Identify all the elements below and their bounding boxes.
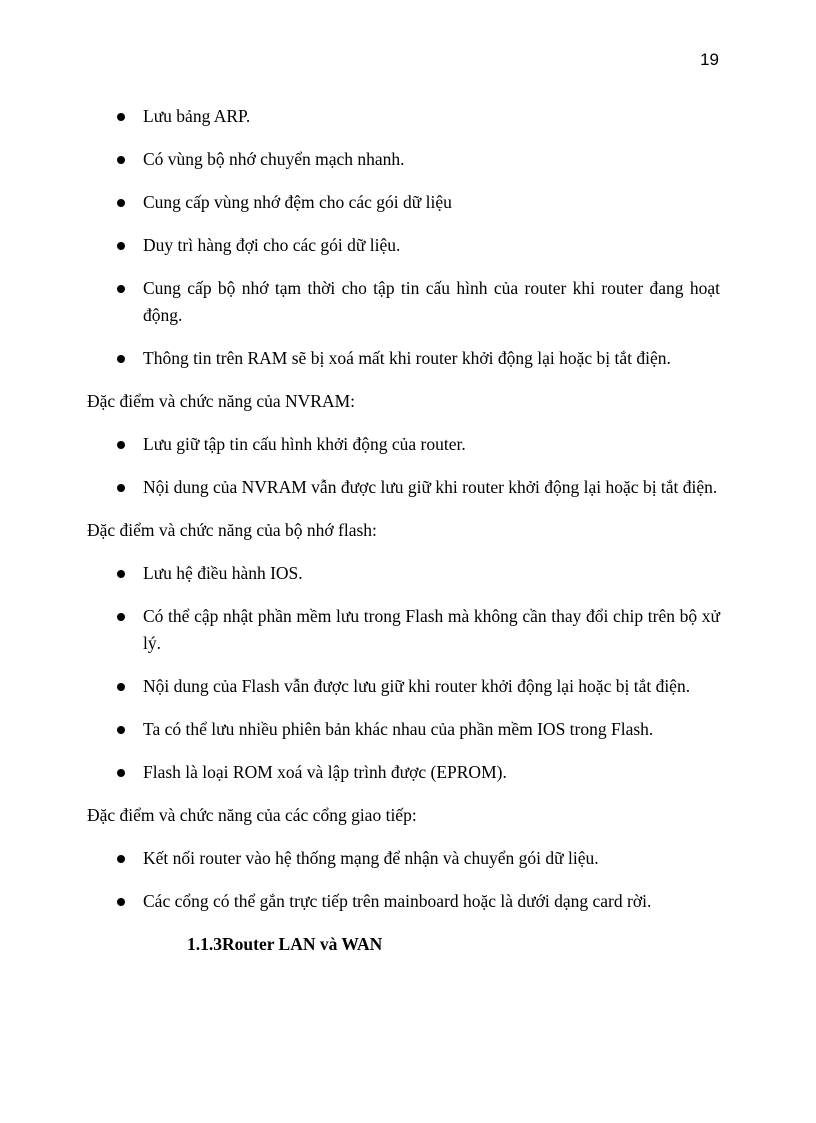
list-item: Lưu giữ tập tin cấu hình khởi động của router.: [87, 431, 720, 458]
bullet-icon: [117, 285, 125, 293]
list-item: Nội dung của NVRAM vẫn được lưu giữ khi router khởi động lại hoặc bị tắt điện.: [87, 474, 720, 501]
nvram-heading: Đặc điểm và chức năng của NVRAM:: [87, 391, 356, 411]
list-item: Flash là loại ROM xoá và lập trình được (EPROM).: [87, 759, 720, 786]
section-heading: [187, 931, 720, 958]
bullet-icon: [117, 355, 125, 363]
bullet-icon: [117, 113, 125, 121]
list-item: Kết nối router vào hệ thống mạng để nhận và chuyển gói dữ liệu.: [87, 845, 720, 872]
section-number: 1.1.3: [187, 934, 222, 954]
list-item: Có thể cập nhật phần mềm lưu trong Flash mà không cần thay đổi chip trên bộ xử lý.: [87, 603, 720, 657]
document-body: [87, 103, 720, 958]
bullet-icon: [117, 199, 125, 207]
bullet-icon: [117, 484, 125, 492]
bullet-icon: [117, 855, 125, 863]
list-item: Lưu hệ điều hành IOS.: [87, 560, 720, 587]
list-item: Cung cấp bộ nhớ tạm thời cho tập tin cấu hình của router khi router đang hoạt động.: [87, 275, 720, 329]
ports-heading: Đặc điểm và chức năng của các cổng giao tiếp:: [87, 805, 417, 825]
list-item: Cung cấp vùng nhớ đệm cho các gói dữ liệu: [87, 189, 720, 216]
nvram-feature-list: [87, 431, 720, 501]
section-title: Router LAN và WAN: [222, 934, 383, 954]
list-item: Nội dung của Flash vẫn được lưu giữ khi router khởi động lại hoặc bị tắt điện.: [87, 673, 720, 700]
bullet-icon: [117, 898, 125, 906]
bullet-icon: [117, 441, 125, 449]
bullet-icon: [117, 570, 125, 578]
bullet-icon: [117, 242, 125, 250]
list-item: Thông tin trên RAM sẽ bị xoá mất khi router khởi động lại hoặc bị tắt điện.: [87, 345, 720, 372]
list-item: Các cổng có thể gắn trực tiếp trên mainboard hoặc là dưới dạng card rời.: [87, 888, 720, 915]
list-item: Có vùng bộ nhớ chuyển mạch nhanh.: [87, 146, 720, 173]
page-number: 19: [700, 50, 719, 69]
bullet-icon: [117, 769, 125, 777]
list-item: Lưu bảng ARP.: [87, 103, 720, 130]
flash-heading: Đặc điểm và chức năng của bộ nhớ flash:: [87, 520, 377, 540]
list-item: Duy trì hàng đợi cho các gói dữ liệu.: [87, 232, 720, 259]
ports-feature-list: [87, 845, 720, 915]
bullet-icon: [117, 156, 125, 164]
bullet-icon: [117, 613, 125, 621]
bullet-icon: [117, 683, 125, 691]
flash-feature-list: [87, 560, 720, 786]
ram-feature-list: [87, 103, 720, 372]
list-item: Ta có thể lưu nhiều phiên bản khác nhau của phần mềm IOS trong Flash.: [87, 716, 720, 743]
bullet-icon: [117, 726, 125, 734]
